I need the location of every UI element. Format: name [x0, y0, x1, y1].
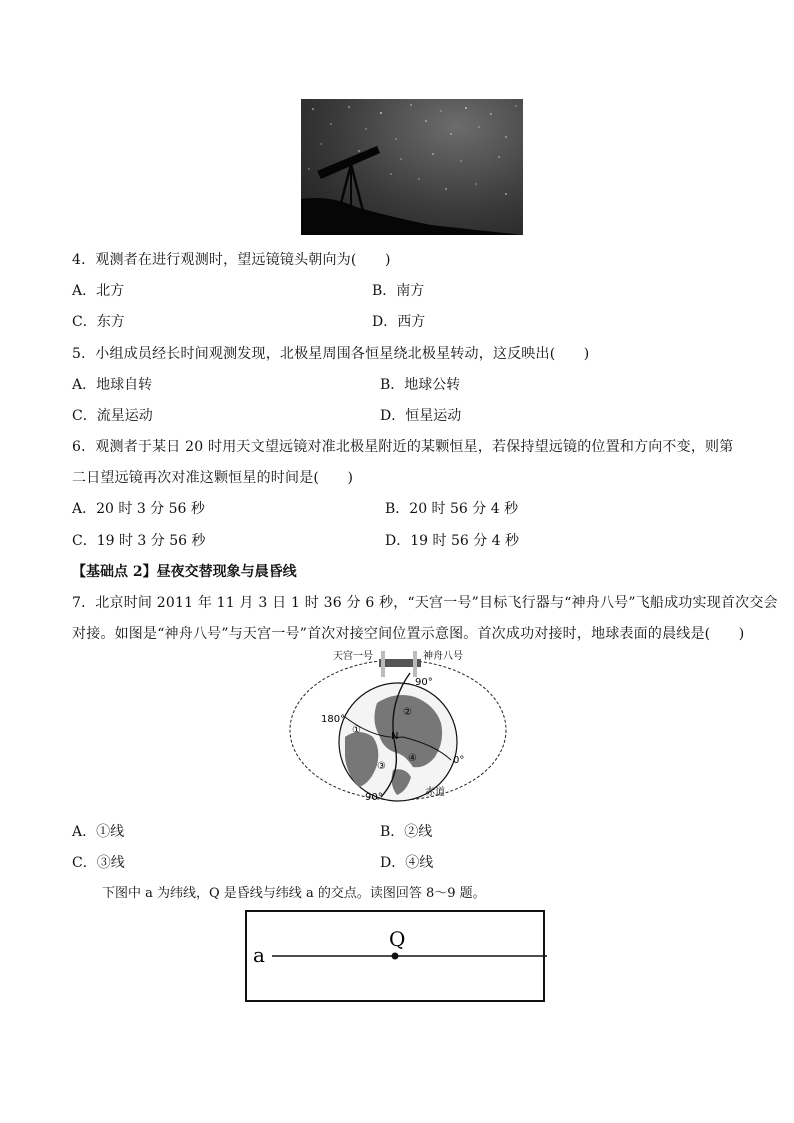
- latitude-a-label: a: [253, 943, 265, 967]
- question-6-stem-line1: 6．观测者于某日 20 时用天文望远镜对准北极星附近的某颗恒星，若保持望远镜的位置和方向不变，则第: [72, 439, 734, 455]
- q5-option-c: C．流星运动: [72, 408, 153, 424]
- lon-180-label: 180°: [321, 714, 346, 725]
- q7-option-b: B．②线: [380, 824, 433, 840]
- q5-option-d: D．恒星运动: [380, 408, 462, 424]
- night-sky-illustration: [301, 99, 523, 235]
- q4-option-b: B．南方: [372, 283, 425, 299]
- q6-option-c: C．19 时 3 分 56 秒: [72, 533, 206, 549]
- q6-option-b: B．20 时 56 分 4 秒: [385, 501, 519, 517]
- question-4-stem: 4．观测者在进行观测时，望远镜镜头朝向为( ): [72, 252, 391, 268]
- q5-option-b: B．地球公转: [380, 377, 461, 393]
- q4-option-a: A．北方: [72, 283, 125, 299]
- q4-option-c: C．东方: [72, 314, 125, 330]
- question-6-stem-line2: 二日望远镜再次对准这颗恒星的时间是( ): [72, 470, 354, 486]
- question-7-stem-line1: 7．北京时间 2011 年 11 月 3 日 1 时 36 分 6 秒，“天宫一号”目标飞行器与“神舟八号”飞船成功实现首次交会: [72, 595, 778, 611]
- docking-globe-diagram: [285, 645, 515, 807]
- line-4-label: ④: [408, 753, 417, 764]
- point-q-label: Q: [389, 927, 406, 951]
- question-5-stem: 5．小组成员经长时间观测发现，北极星周围各恒星绕北极星转动，这反映出( ): [72, 346, 590, 362]
- latitude-line-figure: [245, 910, 545, 1002]
- lon-0-label: 0°: [453, 755, 465, 766]
- q6-option-a: A．20 时 3 分 56 秒: [72, 501, 205, 517]
- question-7-stem-line2: 对接。如图是“神舟八号”与天宫一号”首次对接空间位置示意图。首次成功对接时，地球表面的晨线是( ): [72, 626, 745, 642]
- lat-90-top-label: 90°: [415, 677, 433, 688]
- q7-option-c: C．③线: [72, 855, 125, 871]
- line-3-label: ③: [377, 761, 386, 772]
- q7-option-a: A．①线: [72, 824, 125, 840]
- shenzhou-label: 神舟八号: [423, 651, 463, 662]
- q6-option-d: D．19 时 56 分 4 秒: [385, 533, 520, 549]
- lat-90-bottom-label: 90°: [365, 792, 383, 803]
- latitude-line-svg: [247, 912, 547, 1004]
- telescope-photo: [301, 99, 523, 235]
- line-2-label: ②: [403, 707, 412, 718]
- tiangong-label: 天宫一号: [333, 651, 373, 662]
- questions-8-9-intro: 下图中 a 为纬线，Q 是昏线与纬线 a 的交点。读图回答 8～9 题。: [102, 886, 486, 901]
- line-1-label: ①: [352, 725, 361, 736]
- north-pole-label: N: [391, 731, 399, 742]
- section-heading: 【基础点 2】昼夜交替现象与晨昏线: [72, 564, 297, 580]
- q7-option-d: D．④线: [380, 855, 434, 871]
- equator-label: 赤道: [425, 787, 445, 798]
- q4-option-d: D．西方: [372, 314, 426, 330]
- q5-option-a: A．地球自转: [72, 377, 153, 393]
